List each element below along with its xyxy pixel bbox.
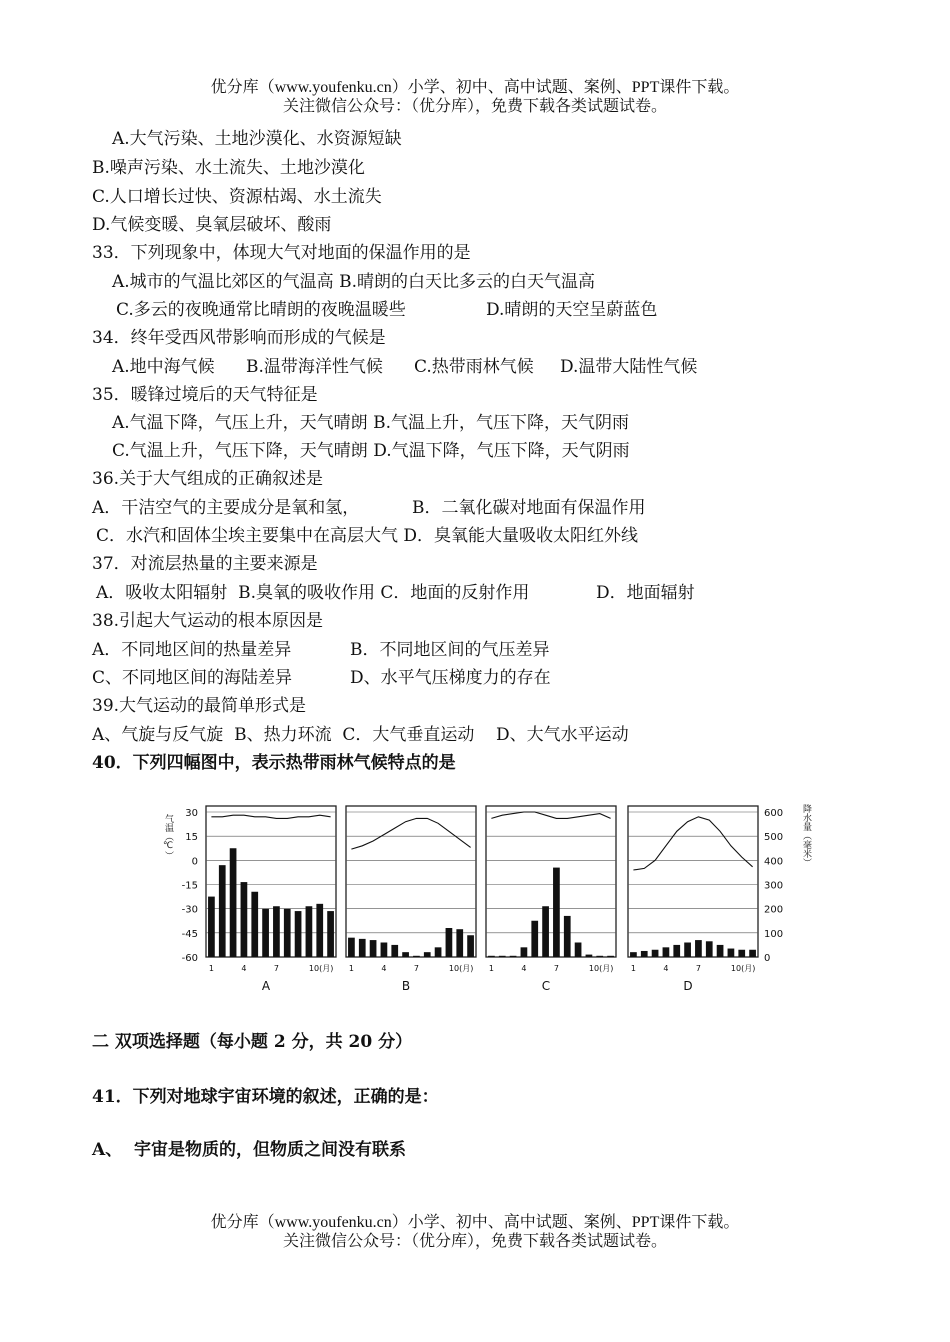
precip-bar [749,950,756,957]
month-tick-label: 10(月) [448,964,474,973]
month-tick-label: 7 [553,964,559,973]
q32-option-d: D.气候变暖、臭氧层破坏、酸雨 [92,215,332,235]
q36-stem: 36.关于大气组成的正确叙述是 [92,469,324,489]
right-axis-label: 降水量（毫米） [801,804,811,867]
panel-label: A [261,979,271,992]
q41-stem: 41．下列对地球宇宙环境的叙述，正确的是： [92,1087,439,1107]
q33-options-ab: A.城市的气温比郊区的气温高 B.晴朗的白天比多云的白天气温高 [112,272,595,292]
precip-bar [467,935,474,957]
precip-tick-label: 300 [764,880,784,892]
q32-option-a: A.大气污染、土地沙漠化、水资源短缺 [112,129,402,149]
precip-bar [295,911,302,957]
precip-bar [251,892,258,957]
precip-bar [717,945,724,957]
q39-options: A、气旋与反气旋 B、热力环流 C．大气垂直运动 D、大气水平运动 [92,725,629,745]
footer-line-1: 优分库（www.youfenku.cn）小学、初中、高中试题、案例、PPT课件下载。 [210,1214,740,1231]
precip-bar [262,909,269,957]
temperature-line [351,818,470,849]
q37-options-abc: A．吸收太阳辐射 B.臭氧的吸收作用 C．地面的反射作用 [96,583,530,603]
panel-label: B [401,979,411,992]
precip-bar [531,921,538,957]
temp-tick-label: 30 [185,808,198,819]
section-2-title: 二 双项选择题（每小题 2 分，共 20 分） [92,1032,413,1052]
precip-bar [359,939,366,957]
precip-bar [641,951,648,957]
precip-bar [316,904,323,957]
precip-bar [673,945,680,957]
precip-bar [738,950,745,957]
month-tick-label: 7 [695,964,701,973]
left-axis-label: 气温（℃） [163,814,173,860]
precip-bar [306,906,313,957]
precip-bar [370,940,377,957]
precip-bar [488,956,495,957]
temperature-line [491,812,610,818]
q36-options-cd: C．水汽和固体尘埃主要集中在高层大气 D．臭氧能大量吸收太阳红外线 [96,526,639,546]
month-tick-label: 10(月) [588,964,614,973]
precip-tick-label: 200 [764,904,784,916]
precip-bar [402,952,409,957]
precip-bar [435,947,442,957]
precip-bar [208,897,215,957]
q38-stem: 38.引起大气运动的根本原因是 [92,611,324,631]
q33-stem: 33．下列现象中，体现大气对地面的保温作用的是 [92,243,471,263]
temp-tick-label: -60 [181,953,198,964]
precip-bar [499,956,506,957]
precip-bar [706,941,713,957]
temp-tick-label: -15 [181,880,198,892]
q36-option-a: A．干洁空气的主要成分是氧和氢， [92,498,360,518]
q33-option-c: C.多云的夜晚通常比晴朗的夜晚温暖些 [116,300,406,320]
q34-option-b: B.温带海洋性气候 [246,357,383,377]
q37-option-d: D．地面辐射 [596,583,695,603]
precip-bar [607,956,614,957]
panel-label: D [683,979,693,992]
q37-stem: 37．对流层热量的主要来源是 [92,554,318,574]
month-tick-label: 4 [241,964,247,973]
precip-bar [391,945,398,957]
precip-bar [553,868,560,957]
q34-option-a: A.地中海气候 [112,357,215,377]
q34-option-d: D.温带大陆性气候 [560,357,698,377]
precip-bar [241,882,248,957]
q32-option-c: C.人口增长过快、资源枯竭、水土流失 [92,187,382,207]
panel-frame [628,806,758,957]
panel-label: C [541,979,551,992]
header-line-1: 优分库（www.youfenku.cn）小学、初中、高中试题、案例、PPT课件下载。 [210,79,740,96]
precip-bar [575,943,582,958]
q32-option-b: B.噪声污染、水土流失、土地沙漠化 [92,158,365,178]
month-tick-label: 4 [663,964,669,973]
precip-bar [564,916,571,957]
precip-bar [381,943,388,958]
precip-bar [456,929,463,957]
temperature-line [633,817,752,870]
q38-option-a: A．不同地区间的热量差异 [92,640,292,660]
q38-option-b: B．不同地区间的气压差异 [350,640,550,660]
q38-option-d: D、水平气压梯度力的存在 [350,668,551,688]
precip-bar [327,911,334,957]
month-tick-label: 1 [630,964,636,973]
precip-bar [728,949,735,957]
climate-charts-figure [158,802,818,992]
precip-bar [596,956,603,957]
precip-bar [630,952,637,957]
precip-bar [348,938,355,957]
month-tick-label: 1 [348,964,354,973]
month-tick-label: 10(月) [730,964,756,973]
precip-bar [652,950,659,957]
month-tick-label: 4 [381,964,387,973]
precip-tick-label: 100 [764,928,784,940]
precip-bar [230,848,237,957]
month-tick-label: 7 [413,964,419,973]
q38-option-c: C、不同地区间的海陆差异 [92,668,293,688]
temp-tick-label: 0 [191,856,198,868]
q35-stem: 35．暖锋过境后的天气特征是 [92,385,318,405]
precip-bar [413,956,420,957]
precip-bar [284,909,291,957]
precip-bar [424,952,431,957]
temp-tick-label: -45 [181,928,198,940]
precip-tick-label: 500 [764,832,784,844]
precip-bar [521,947,528,957]
month-tick-label: 10(月) [308,964,334,973]
q36-option-b: B．二氧化碳对地面有保温作用 [412,498,646,518]
month-tick-label: 4 [521,964,527,973]
panel-frame [486,806,616,957]
month-tick-label: 1 [208,964,214,973]
header-line-2: 关注微信公众号：（优分库），免费下载各类试题试卷。 [282,98,667,115]
q34-option-c: C.热带雨林气候 [414,357,534,377]
precip-bar [542,906,549,957]
q34-stem: 34．终年受西风带影响而形成的气候是 [92,328,386,348]
precip-bar [219,865,226,957]
month-tick-label: 1 [488,964,494,973]
precip-tick-label: 400 [764,856,784,868]
month-tick-label: 7 [273,964,279,973]
q33-option-d: D.晴朗的天空呈蔚蓝色 [486,300,658,320]
precip-bar [273,906,280,957]
q35-options-cd: C.气温上升，气压下降，天气晴朗 D.气温下降，气压下降，天气阴雨 [112,441,630,461]
q41-option-a: A、 宇宙是物质的，但物质之间没有联系 [92,1140,407,1160]
q35-options-ab: A.气温下降，气压上升，天气晴朗 B.气温上升，气压下降，天气阴雨 [112,413,629,433]
precip-bar [663,947,670,957]
q40-stem: 40．下列四幅图中，表示热带雨林气候特点的是 [92,753,456,773]
q39-stem: 39.大气运动的最简单形式是 [92,696,307,716]
footer-line-2: 关注微信公众号：（优分库），免费下载各类试题试卷。 [282,1233,667,1250]
precip-tick-label: 0 [764,953,771,964]
temp-tick-label: 15 [185,832,198,844]
temperature-line [211,815,330,818]
precip-bar [586,955,593,957]
precip-bar [684,943,691,958]
precip-tick-label: 600 [764,808,784,819]
precip-bar [695,940,702,957]
temp-tick-label: -30 [181,904,198,916]
precip-bar [446,928,453,957]
precip-bar [510,956,517,957]
